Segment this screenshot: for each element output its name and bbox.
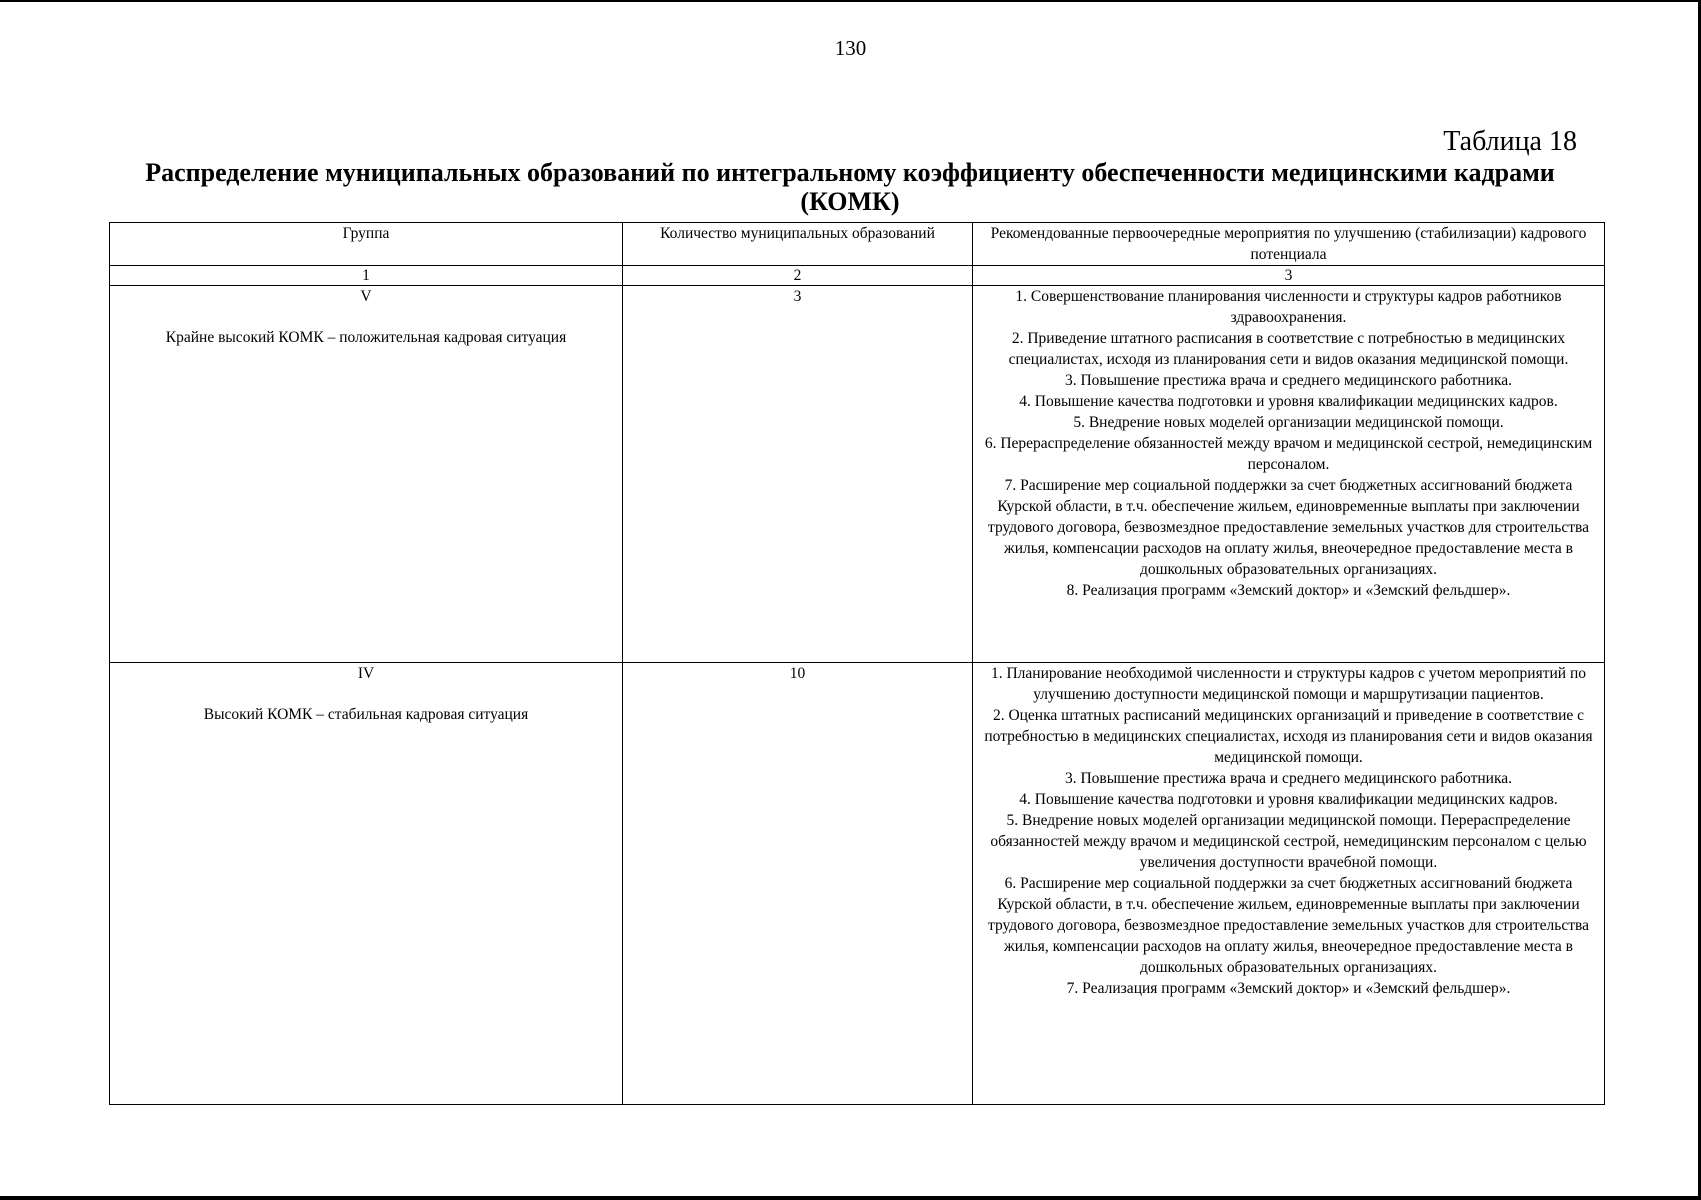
group-number: V [360, 288, 372, 305]
group-cell [110, 286, 623, 663]
measure-item: 7. Расширение мер социальной поддержки за счет бюджетных ассигнований бюджета Курской области, в т.ч. обеспечение жильем, единовременные выплаты при заключении трудового договора, безвозмездное предоставление земельных участков для строительства жилья, компенсации расходов на оплату жилья, внеочередное предоставление места в дошкольных образовательных организациях. [987, 477, 1589, 578]
measure-item: 8. Реализация программ «Земский доктор» и «Земский фельдшер». [1066, 582, 1511, 599]
measure-item: 3. Повышение престижа врача и среднего медицинского работника. [1064, 372, 1513, 389]
measure-item: 4. Повышение качества подготовки и уровня квалификации медицинских кадров. [1019, 393, 1558, 410]
column-number-row [110, 266, 1605, 286]
header-measures: Рекомендованные первоочередные мероприятия по улучшению (стабилизации) кадрового потенциала [973, 223, 1605, 266]
measure-item: 1. Совершенствование планирования численности и структуры кадров работников здравоохранения. [1015, 288, 1562, 326]
header-group: Группа [110, 223, 623, 266]
column-number: 1 [110, 266, 623, 286]
table-row [110, 286, 1605, 663]
measure-item: 1. Планирование необходимой численности и структуры кадров с учетом мероприятий по улучшению доступности медицинской помощи и маршрутизации пациентов. [990, 665, 1587, 703]
komk-distribution-table [109, 222, 1605, 1105]
scan-edge-bottom [0, 1196, 1701, 1200]
column-number: 3 [973, 266, 1605, 286]
measures-cell [973, 663, 1605, 1105]
measure-item: 7. Реализация программ «Земский доктор» и «Земский фельдшер». [1066, 980, 1511, 997]
group-number: IV [357, 665, 375, 682]
scan-edge-top [0, 0, 1701, 2]
measures-list [977, 286, 1600, 601]
measure-item: 2. Оценка штатных расписаний медицинских организаций и приведение в соответствие с потребностью в медицинских специалистах, исходя из планирования сети и видов оказания медицинской помощи. [984, 707, 1593, 766]
measure-item: 6. Перераспределение обязанностей между врачом и медицинской сестрой, немедицинским персоналом. [984, 435, 1593, 473]
count-cell: 10 [623, 663, 973, 1105]
measures-list [977, 663, 1600, 999]
document-title: Распределение муниципальных образований по интегральному коэффициенту обеспеченности медицинскими кадрами (КОМК) [145, 158, 1555, 216]
header-count: Количество муниципальных образований [623, 223, 973, 266]
measure-item: 5. Внедрение новых моделей организации медицинской помощи. [1073, 414, 1504, 431]
group-description: Крайне высокий КОМК – положительная кадровая ситуация [165, 329, 567, 346]
measures-cell [973, 286, 1605, 663]
group-cell [110, 663, 623, 1105]
measure-item: 6. Расширение мер социальной поддержки за счет бюджетных ассигнований бюджета Курской области, в т.ч. обеспечение жильем, единовременные выплаты при заключении трудового договора, безвозмездное предоставление земельных участков для строительства жилья, компенсации расходов на оплату жилья, внеочередное предоставление места в дошкольных образовательных организациях. [987, 875, 1589, 976]
measure-item: 3. Повышение престижа врача и среднего медицинского работника. [1064, 770, 1513, 787]
table-label: Таблица 18 [1443, 126, 1577, 157]
measure-item: 5. Внедрение новых моделей организации медицинской помощи. Перераспределение обязанностей между врачом и медицинской сестрой, немедицинским персоналом с целью увеличения доступности врачебной помощи. [990, 812, 1587, 871]
count-cell: 3 [623, 286, 973, 663]
table-header-row [110, 223, 1605, 266]
measure-item: 2. Приведение штатного расписания в соответствие с потребностью в медицинских специалистах, исходя из планирования сети и видов оказания медицинской помощи. [1008, 330, 1569, 368]
group-description: Высокий КОМК – стабильная кадровая ситуация [203, 706, 529, 723]
measure-item: 4. Повышение качества подготовки и уровня квалификации медицинских кадров. [1019, 791, 1558, 808]
column-number: 2 [623, 266, 973, 286]
table-row [110, 663, 1605, 1105]
page-number: 130 [834, 36, 867, 60]
